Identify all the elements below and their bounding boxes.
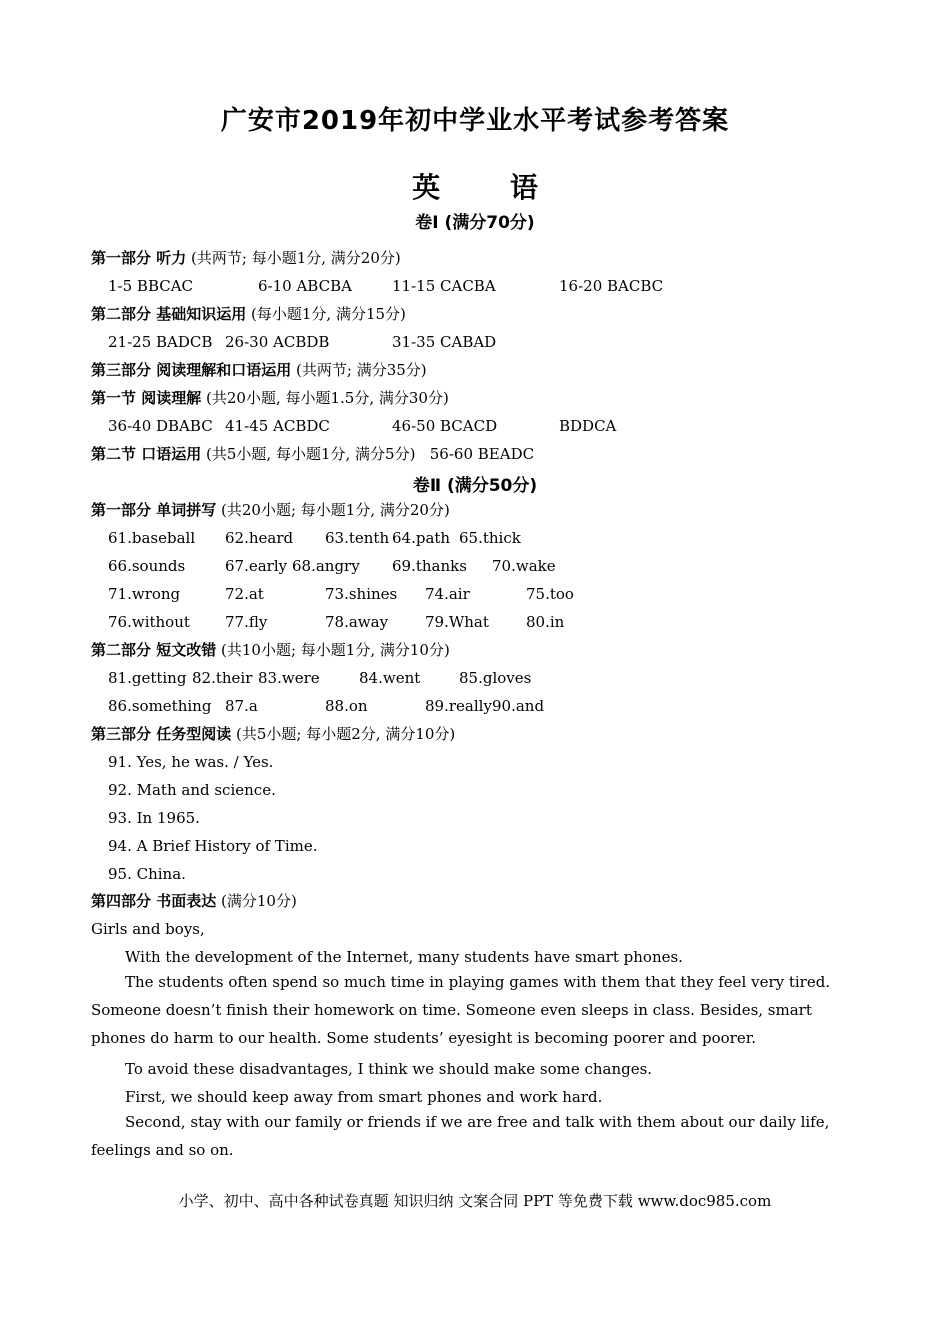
answer-item: 72.at	[225, 585, 264, 603]
essay-paragraph: First, we should keep away from smart phones and work hard.	[125, 1088, 603, 1106]
answer-item: 61.baseball	[108, 529, 196, 547]
answer-item: 71.wrong	[108, 585, 181, 603]
answer-group: 41-45 ACBDC	[225, 417, 330, 435]
answer-item: 69.thanks	[392, 557, 467, 575]
section1-heading: 第一节 阅读理解 (共20小题, 每小题1.5分, 满分30分)	[91, 389, 449, 407]
answer-item: 84.went	[359, 669, 421, 687]
answer-group: 1-5 BBCAC	[108, 277, 194, 295]
answer-item: 87.a	[225, 697, 258, 715]
answer-group: 31-35 CABAD	[392, 333, 497, 351]
answer-item: 65.thick	[459, 529, 521, 547]
volume-1-heading: 卷Ⅰ (满分70分)	[415, 213, 535, 233]
answer-group: 26-30 ACBDB	[225, 333, 330, 351]
answer-item: 89.really	[425, 697, 492, 715]
volume-2-heading: 卷Ⅱ (满分50分)	[412, 476, 538, 496]
task-reading-heading: 第三部分 任务型阅读 (共5小题; 每小题2分, 满分10分)	[91, 725, 456, 743]
answer-item: 93. In 1965.	[108, 809, 200, 827]
answer-group: 56-60 BEADC	[429, 445, 535, 463]
answer-item: 64.path	[392, 529, 451, 547]
answer-group: 46-50 BCACD	[392, 417, 498, 435]
answer-item: 85.gloves	[459, 669, 532, 687]
answer-item: 68.angry	[292, 557, 360, 575]
answer-item: 67.early	[225, 557, 288, 575]
section2-heading: 第二节 口语运用 (共5小题, 每小题1分, 满分5分) 56-60 BEADC	[91, 445, 535, 463]
answer-item: 70.wake	[492, 557, 556, 575]
answer-item: 75.too	[526, 585, 574, 603]
answer-item: 73.shines	[325, 585, 398, 603]
answer-group: 21-25 BADCB	[108, 333, 213, 351]
answer-item: 77.fly	[225, 613, 268, 631]
part3-heading: 第三部分 阅读理解和口语运用 (共两节; 满分35分)	[91, 361, 427, 379]
answer-item: 66.sounds	[108, 557, 186, 575]
answer-item: 79.What	[425, 613, 489, 631]
answer-item: 74.air	[425, 585, 470, 603]
writing-heading: 第四部分 书面表达 (满分10分)	[91, 892, 297, 910]
essay-paragraph: To avoid these disadvantages, I think we should make some changes.	[125, 1060, 653, 1078]
document-title: 广安市2019年初中学业水平考试参考答案	[220, 106, 730, 136]
answer-item: 94. A Brief History of Time.	[108, 837, 318, 855]
answer-group: BDDCA	[559, 417, 617, 435]
answer-group: 16-20 BACBC	[559, 277, 664, 295]
answer-item: 81.getting	[108, 669, 187, 687]
answer-item: 90.and	[492, 697, 545, 715]
essay-paragraph: Second, stay with our family or friends if we are free and talk with them about our daily life, feelings and so on.	[91, 1113, 830, 1159]
answer-item: 92. Math and science.	[108, 781, 276, 799]
answer-item: 91. Yes, he was. / Yes.	[108, 753, 274, 771]
answer-group: 11-15 CACBA	[392, 277, 496, 295]
essay-paragraph: The students often spend so much time in playing games with them that they feel very tired. Someone doesn’t finish their homework on time. Someone even sleeps in class. Besides, smart phones do harm to our health. Some students’ eyesight is becoming poorer and poorer.	[91, 973, 831, 1047]
answer-item: 62.heard	[225, 529, 294, 547]
spelling-heading: 第一部分 单词拼写 (共20小题; 每小题1分, 满分20分)	[91, 501, 450, 519]
part2-heading: 第二部分 基础知识运用 (每小题1分, 满分15分)	[91, 305, 406, 323]
answer-item: 78.away	[325, 613, 389, 631]
answer-item: 86.something	[108, 697, 212, 715]
answer-item: 83.were	[258, 669, 320, 687]
essay-greeting: Girls and boys,	[91, 920, 205, 938]
answer-item: 63.tenth	[325, 529, 390, 547]
answer-item: 82.their	[192, 669, 253, 687]
answer-group: 36-40 DBABC	[108, 417, 213, 435]
part1-heading: 第一部分 听力 (共两节; 每小题1分, 满分20分)	[91, 249, 401, 267]
essay-paragraph: With the development of the Internet, many students have smart phones.	[125, 948, 683, 966]
answer-group: 6-10 ABCBA	[258, 277, 352, 295]
answer-item: 76.without	[108, 613, 190, 631]
correction-heading: 第二部分 短文改错 (共10小题; 每小题1分, 满分10分)	[91, 641, 450, 659]
answer-item: 95. China.	[108, 865, 186, 883]
answer-item: 80.in	[526, 613, 565, 631]
subject-title: 英 语	[412, 171, 538, 204]
answer-item: 88.on	[325, 697, 368, 715]
page-footer: 小学、初中、高中各种试卷真题 知识归纳 文案合同 PPT 等免费下载 www.doc985.com	[178, 1192, 772, 1210]
